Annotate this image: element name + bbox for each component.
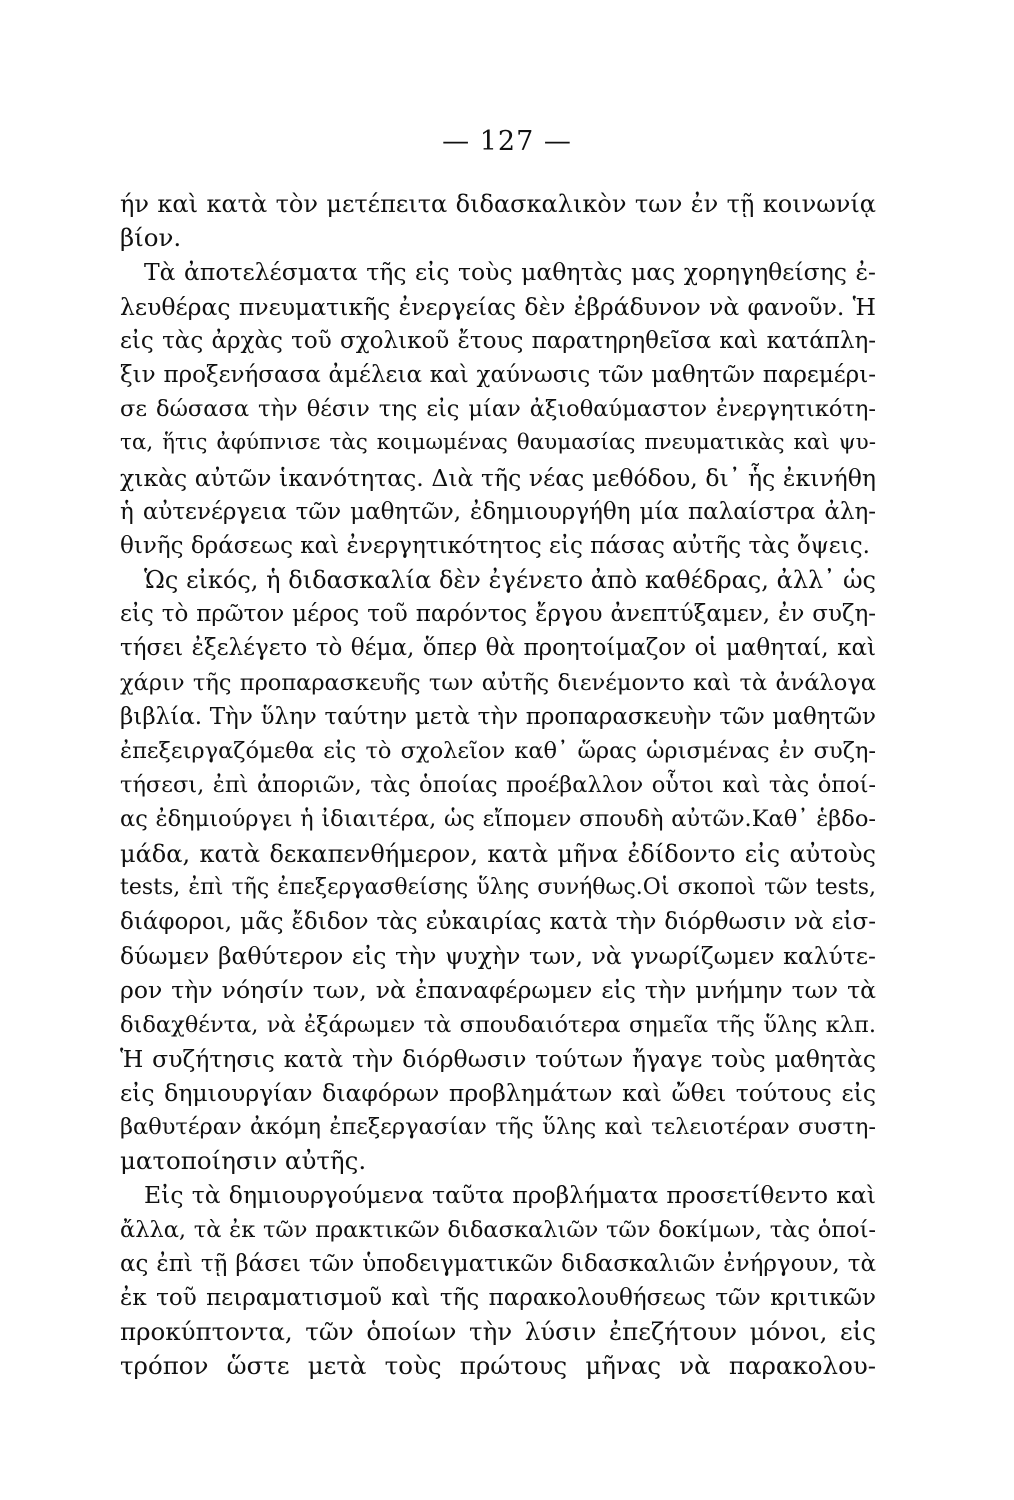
text-line: ας ἐδημιούργει ἡ ἰδιαιτέρα, ὡς εἴπομεν σπουδὴ αὐτῶν.Καθ᾽ ἑβδο- [120, 806, 876, 833]
text-line: ρον τὴν νόησίν των, νὰ ἐπαναφέρωμεν εἰς τὴν μνήμην των τὰ [120, 976, 876, 1005]
text-line: δύωμεν βαθύτερον εἰς τὴν ψυχὴν των, νὰ γνωρίζωμεν καλύτε- [120, 942, 876, 971]
text-line: ἄλλα, τὰ ἐκ τῶν πρακτικῶν διδασκαλιῶν τῶν δοκίμων, τὰς ὁποί- [120, 1216, 876, 1243]
text-line: εἰς τὰς ἀρχὰς τοῦ σχολικοῦ ἔτους παρατηρηθεῖσα καὶ κατάπλη- [120, 327, 876, 354]
text-line: λευθέρας πνευματικῆς ἐνεργείας δὲν ἐβράδυνον νὰ φανοῦν. Ἡ [120, 292, 876, 321]
page-number: — 127 — [442, 126, 572, 157]
text-line: χάριν τῆς προπαρασκευῆς των αὐτῆς διενέμοντο καὶ τὰ ἀνάλογα [120, 669, 876, 696]
text-line: βίον. [120, 223, 182, 253]
body-text [120, 187, 876, 1384]
text-line: τήσει ἐξελέγετο τὸ θέμα, ὅπερ θὰ προητοίμαζον οἱ μαθηταί, καὶ [120, 635, 876, 662]
text-line: εἰς δημιουργίαν διαφόρων προβλημάτων καὶ ὤθει τούτους εἰς [120, 1078, 876, 1107]
text-line: τρόπον ὥστε μετὰ τοὺς πρώτους μῆνας νὰ παρακολου- [120, 1351, 876, 1381]
text-line: τα, ἥτις ἀφύπνισε τὰς κοιμωμένας θαυμασίας πνευματικὰς καὶ ψυ- [120, 430, 876, 456]
text-line: tests, ἐπὶ τῆς ἐπεξεργασθείσης ὕλης συνήθως.Οἱ σκοποὶ τῶν tests, [120, 874, 876, 900]
text-line: Τὰ ἀποτελέσματα τῆς εἰς τοὺς μαθητὰς μας χορηγηθείσης ἐ- [144, 258, 876, 287]
text-line: Ἡ συζήτησις κατὰ τὴν διόρθωσιν τούτων ἤγαγε τοὺς μαθητὰς [120, 1044, 876, 1073]
text-line: ξιν προξενήσασα ἀμέλεια καὶ χαύνωσις τῶν μαθητῶν παρεμέρι- [120, 361, 876, 388]
text-line: ἐκ τοῦ πειραματισμοῦ καὶ τῆς παρακολουθήσεως τῶν κριτικῶν [120, 1285, 876, 1311]
text-line: Εἰς τὰ δημιουργούμενα ταῦτα προβλήματα προσετίθεντο καὶ [144, 1181, 876, 1210]
text-line: εἰς τὸ πρῶτον μέρος τοῦ παρόντος ἔργου ἀνεπτύξαμεν, ἐν συζη- [120, 601, 876, 628]
text-line: ἡ αὐτενέργεια τῶν μαθητῶν, ἐδημιουργήθη μία παλαίστρα ἀλη- [120, 498, 876, 525]
text-line: προκύπτοντα, τῶν ὁποίων τὴν λύσιν ἐπεζήτουν μόνοι, εἰς [120, 1317, 876, 1347]
text-line: ἐπεξειργαζόμεθα εἰς τὸ σχολεῖον καθ᾽ ὥρας ὡρισμένας ἐν συζη- [120, 738, 876, 764]
text-line: διδαχθέντα, νὰ ἐξάρωμεν τὰ σπουδαιότερα σημεῖα τῆς ὕλης κλπ. [120, 1011, 876, 1038]
text-line: βαθυτέραν ἀκόμη ἐπεξεργασίαν τῆς ὕλης καὶ τελειοτέραν συστη- [120, 1114, 876, 1141]
text-line: ματοποίησιν αὐτῆς. [120, 1146, 367, 1176]
text-line: διάφοροι, μᾶς ἔδιδον τὰς εὐκαιρίας κατὰ τὴν διόρθωσιν νὰ εἰσ- [120, 908, 876, 935]
text-line: τήσεσι, ἐπὶ ἀποριῶν, τὰς ὁποίας προέβαλλον οὗτοι καὶ τὰς ὁποί- [120, 772, 876, 799]
text-line: Ὡς εἰκός, ἡ διδασκαλία δὲν ἐγένετο ἀπὸ καθέδρας, ἀλλ᾽ ὡς [144, 566, 876, 595]
text-line: θινῆς δράσεως καὶ ἐνεργητικότητος εἰς πάσας αὐτῆς τὰς ὄψεις. [120, 532, 870, 559]
text-line: σε δώσασα τὴν θέσιν της εἰς μίαν ἀξιοθαύμαστον ἐνεργητικότη- [120, 396, 876, 423]
text-line: ήν καὶ κατὰ τὸν μετέπειτα διδασκαλικὸν των ἐν τῇ κοινωνίᾳ [120, 190, 876, 218]
text-line: βιβλία. Τὴν ὕλην ταύτην μετὰ τὴν προπαρασκευὴν τῶν μαθητῶν [120, 703, 876, 730]
text-line: μάδα, κατὰ δεκαπενθήμερον, κατὰ μῆνα ἐδίδοντο εἰς αὐτοὺς [120, 839, 876, 868]
text-line: χικὰς αὐτῶν ἱκανότητας. Διὰ τῆς νέας μεθόδου, δι᾽ ἧς ἐκινήθη [120, 463, 876, 492]
text-line: ας ἐπὶ τῇ βάσει τῶν ὑποδειγματικῶν διδασκαλιῶν ἐνήργουν, τὰ [120, 1250, 876, 1277]
